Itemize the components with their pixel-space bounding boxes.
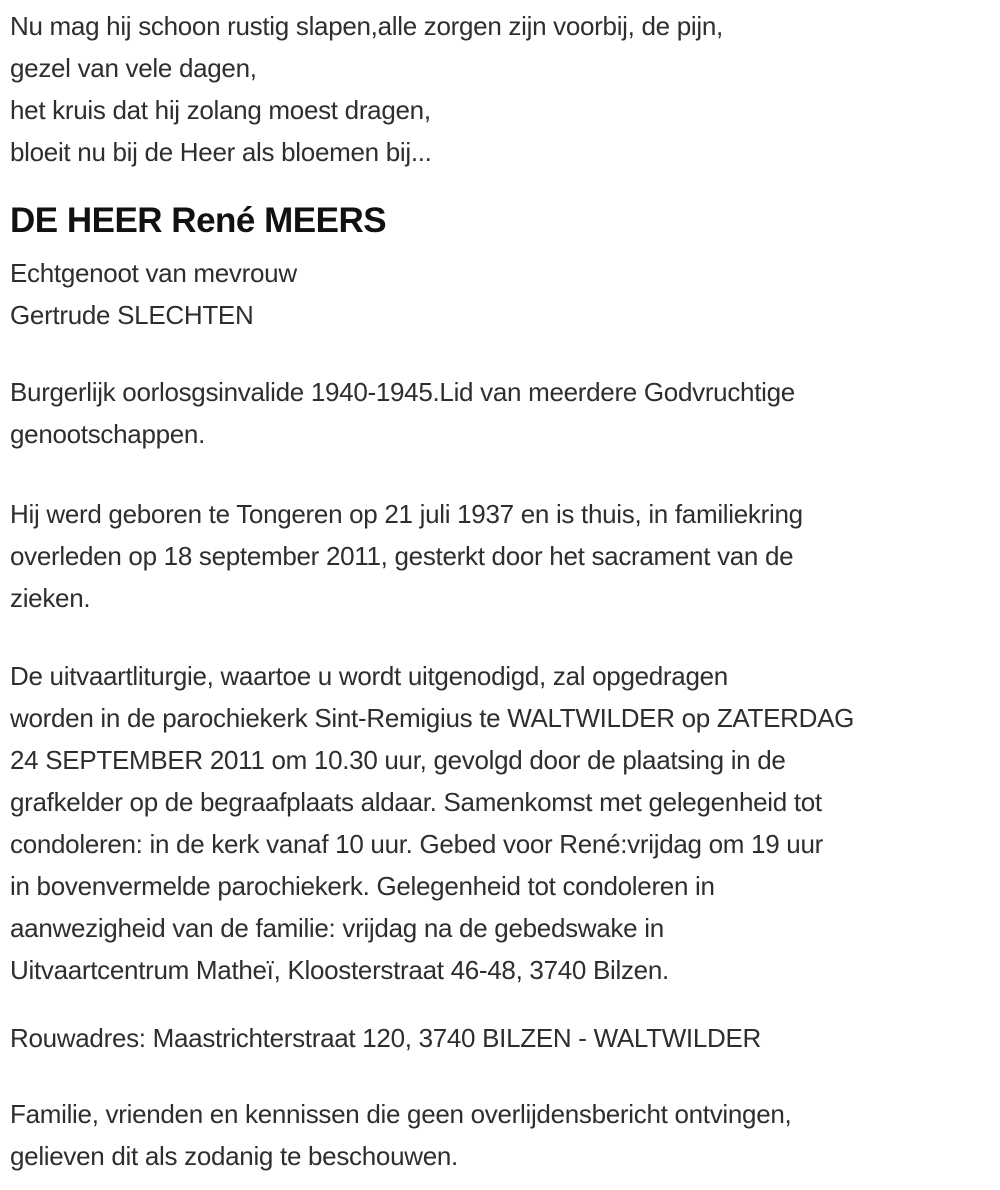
deceased-name-title: DE HEER René MEERS [10,201,387,240]
paragraph-line: overleden op 18 september 2011, gesterkt door het sacrament van de [10,541,794,571]
paragraph-line: worden in de parochiekerk Sint-Remigius te WALTWILDER op ZATERDAG [10,703,855,733]
paragraph-line: Uitvaartcentrum Matheï, Kloosterstraat 46-48, 3740 Bilzen. [10,955,669,985]
paragraph-line: grafkelder op de begraafplaats aldaar. Samenkomst met gelegenheid tot [10,787,822,817]
paragraph-line: gelieven dit als zodanig te beschouwen. [10,1141,458,1171]
spouse-name: Gertrude SLECHTEN [10,300,254,330]
paragraph-line: condoleren: in de kerk vanaf 10 uur. Gebed voor René:vrijdag om 19 uur [10,829,823,859]
epigraph-line: bloeit nu bij de Heer als bloemen bij... [10,137,432,167]
paragraph-line: 24 SEPTEMBER 2011 om 10.30 uur, gevolgd door de plaatsing in de [10,745,786,775]
paragraph-life [10,493,990,619]
paragraph-line: Familie, vrienden en kennissen die geen overlijdensbericht ontvingen, [10,1099,792,1129]
epigraph [10,5,990,173]
epigraph-line: het kruis dat hij zolang moest dragen, [10,95,431,125]
paragraph-line: Burgerlijk oorlosgsinvalide 1940-1945.Lid van meerdere Godvruchtige [10,377,795,407]
paragraph-line: zieken. [10,583,91,613]
paragraph-line: genootschappen. [10,419,206,449]
paragraph-line: De uitvaartliturgie, waartoe u wordt uitgenodigd, zal opgedragen [10,661,728,691]
paragraph-line: aanwezigheid van de familie: vrijdag na de gebedswake in [10,913,664,943]
relation-line: Echtgenoot van mevrouw [10,258,297,288]
paragraph-service [10,655,990,991]
relation-block [10,252,990,336]
paragraph-memberships [10,371,990,455]
epigraph-line: Nu mag hij schoon rustig slapen,alle zorgen zijn voorbij, de pijn, [10,11,723,41]
paragraph-line: Hij werd geboren te Tongeren op 21 juli 1937 en is thuis, in familiekring [10,499,803,529]
paragraph-mourning-address [10,1017,990,1059]
paragraph-notice [10,1093,990,1177]
epigraph-line: gezel van vele dagen, [10,53,257,83]
paragraph-line: Rouwadres: Maastrichterstraat 120, 3740 BILZEN - WALTWILDER [10,1023,762,1053]
paragraph-line: in bovenvermelde parochiekerk. Gelegenheid tot condoleren in [10,871,715,901]
